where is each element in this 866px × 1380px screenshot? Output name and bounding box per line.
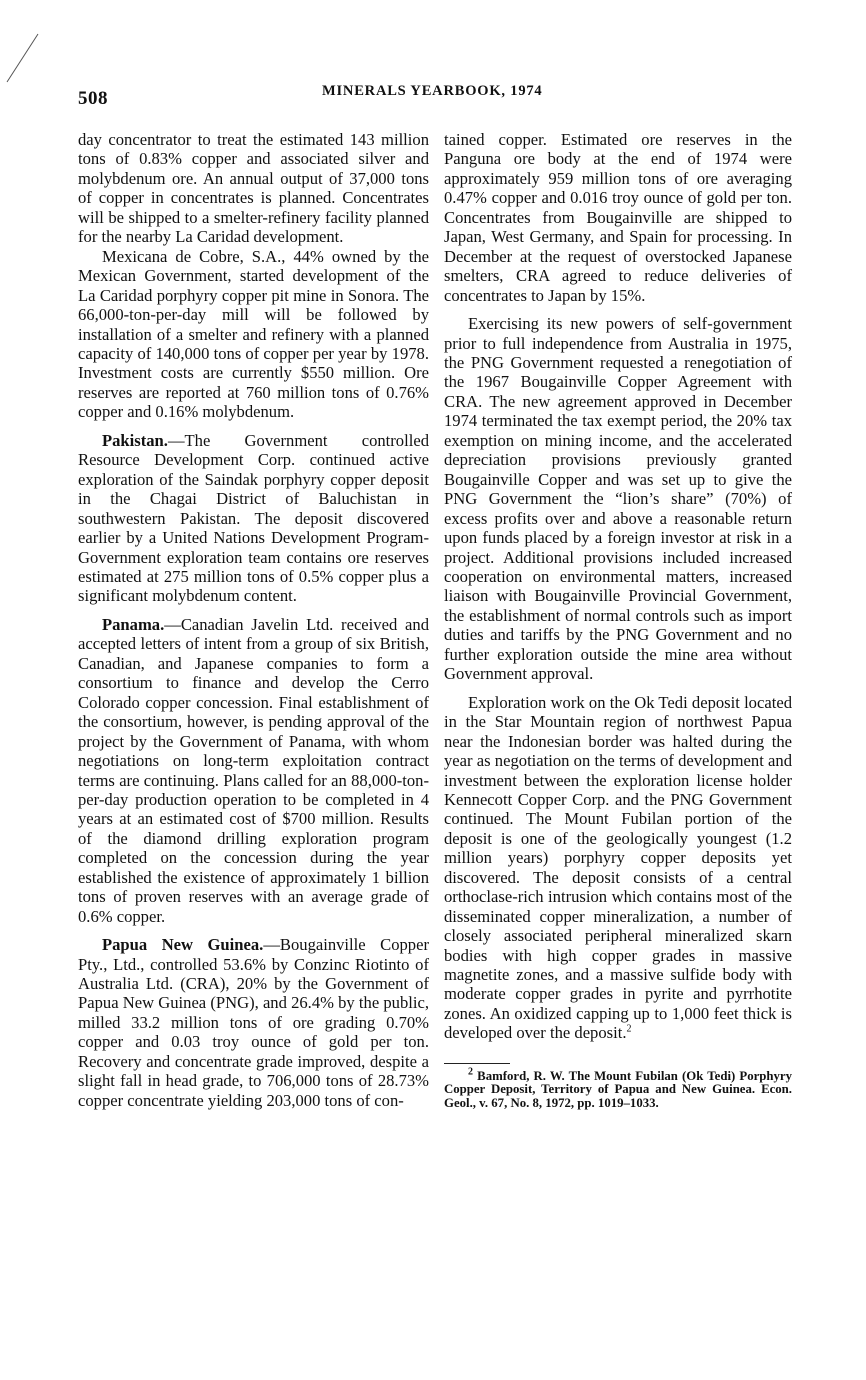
paragraph-ok-tedi	[444, 693, 792, 1043]
left-column	[78, 130, 429, 1110]
paragraph-png-renegotiation: Exercising its new powers of self-government prior to full independence from Australia in 1975, the PNG Government requested a renegotiation of the 1967 Bougainville Copper Agreement with CRA. The new agreement approved in December 1974 terminated the tax exempt period, the 20% tax exemption on mining income, and the accelerated depreciation provisions previously granted Bougainville Copper and was set up to give the PNG Government the “lion’s share” (70%) of excess profits over and above a reasonable return upon funds placed by a foreign investor at risk in a project. Additional provisions included increased cooperation on environmental matters, increased liaison with Bougainville Provincial Government, the establishment of normal controls such as import duties and tariffs by the PNG Government and no further exploration outside the mine area without Government approval.	[444, 314, 792, 684]
running-title: MINERALS YEARBOOK, 1974	[322, 83, 543, 99]
paragraph-papua-new-guinea	[78, 935, 429, 1110]
paragraph-mexicana-de-cobre: Mexicana de Cobre, S.A., 44% owned by the Mexican Government, started development of the La Caridad porphyry copper pit mine in Sonora. The 66,000-ton-per-day mill will be followed by installation of a smelter and refinery with a planned capacity of 140,000 tons of copper per year by 1978. Investment costs are currently $550 million. Ore reserves are reported at 760 million tons of 0.76% copper and 0.16% molybdenum.	[78, 246, 429, 422]
heading-papua-new-guinea: Papua New Guinea.	[102, 935, 264, 955]
footnote-marker: 2	[468, 1066, 473, 1078]
heading-panama: Panama.	[102, 614, 165, 634]
footnote-text: Bamford, R. W. The Mount Fubilan (Ok Tedi) Porphyry Copper Deposit, Territory of Papua and New Guinea. Econ. Geol., v. 67, No. 8, 1972, pp. 1019–1033.	[444, 1068, 793, 1110]
paragraph-pakistan	[78, 431, 429, 606]
pakistan-text: —The Government controlled Resource Development Corp. continued active exploration of the Saindak porphyry copper deposit in the Chagai District of Baluchistan in southwestern Pakistan. The deposit discovered earlier by a United Nations Development Program-Government exploration team contains ore reserves estimated at 275 million tons of 0.5% copper plus a significant molybdenum content.	[78, 430, 429, 606]
papua-new-guinea-text: —Bougainville Copper Pty., Ltd., controlled 53.6% by Conzinc Riotinto of Australia Ltd. (CRA), 20% by the Government of Papua New Guinea (PNG), and 26.4% by the public, milled 33.2 million tons of ore grading 0.70% copper and 0.03 troy ounce of gold per ton. Recovery and concentrate grade improved, despite a slight fall in head grade, to 706,000 tons of 28.73% copper concentrate yielding 203,000 tons of con-	[78, 935, 429, 1110]
paragraph-panguna-reserves: tained copper. Estimated ore reserves in the Panguna ore body at the end of 1974 were approximately 959 million tons of ore averaging 0.47% copper and 0.016 troy ounce of gold per ton. Concentrates from Bougainville are shipped to Japan, West Germany, and Spain for processing. In December at the request of overstocked Japanese smelters, CRA agreed to reduce deliveries of concentrates to Japan by 15%.	[444, 130, 792, 305]
paragraph-mexico-continued: day concentrator to treat the estimated 143 million tons of 0.83% copper and associated silver and molybdenum ore. An annual output of 37,000 tons of copper in concentrates is planned. Concentrates will be shipped to a smelter-refinery facility planned for the nearby La Caridad development.	[78, 130, 429, 247]
footnote	[444, 1066, 793, 1110]
heading-pakistan: Pakistan.	[102, 430, 168, 450]
footnote-reference: 2	[626, 1023, 632, 1035]
page-number: 508	[78, 88, 108, 109]
paragraph-panama	[78, 615, 429, 926]
right-column	[444, 130, 792, 1110]
ok-tedi-text: Exploration work on the Ok Tedi deposit located in the Star Mountain region of northwest Papua near the Indonesian border was halted during the year as negotiation on the terms of development and investment between the exploration license holder Kennecott Copper Corp. and the PNG Government continued. The Mount Fubilan portion of the deposit is one of the geologically youngest (1.2 million years) porphyry copper deposits yet discovered. The deposit consists of a central orthoclase-rich intrusion which contains most of the disseminated copper mineralization, a number of closely associated peripheral mineralized skarn bodies with high copper grades in massive magnetite zones, and a massive sulfide body with moderate copper grades in pyrite and pyrrhotite zones. An oxidized capping up to 1,000 feet thick is developed over the deposit.	[444, 692, 792, 1043]
footnote-divider	[444, 1063, 510, 1064]
margin-pencil-mark	[4, 32, 44, 84]
panama-text: —Canadian Javelin Ltd. received and accepted letters of intent from a group of six British, Canadian, and Japanese companies to form a consortium to finance and develop the Cerro Colorado copper concession. Final establishment of the consortium, however, is pending approval of the project by the Government of Panama, with whom negotiations on long-term exploitation contract terms are continuing. Plans called for an 88,000-ton-per-day production operation to be completed in 4 years at an estimated cost of $700 million. Results of the diamond drilling exploration program completed on the concession during the year established the existence of approximately 1 billion tons of proven reserves with an average grade of 0.6% copper.	[78, 614, 429, 926]
